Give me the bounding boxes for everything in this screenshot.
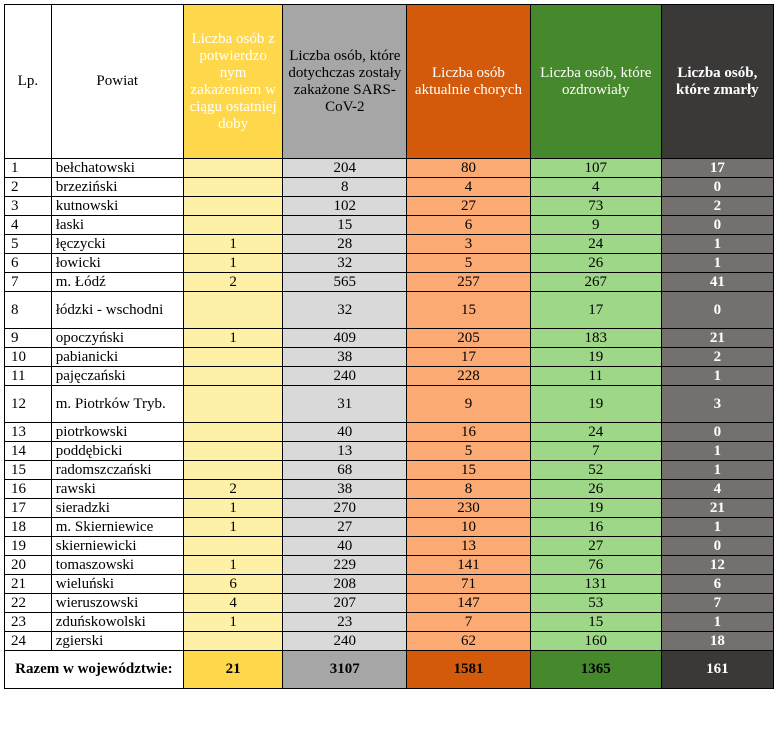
table-row [5, 556, 774, 575]
cell-lp: 18 [5, 518, 52, 537]
table-row [5, 499, 774, 518]
table-row [5, 423, 774, 442]
cell-powiat: m. Skierniewice [51, 518, 183, 537]
header-total-infected: Liczba osób, które dotychczas zostały zakażone SARS-CoV-2 [283, 5, 407, 159]
table-row [5, 594, 774, 613]
cell-deaths: 6 [661, 575, 773, 594]
cell-powiat: radomszczański [51, 461, 183, 480]
covid-powiat-table [4, 4, 774, 689]
cell-active-cases: 5 [407, 254, 531, 273]
cell-powiat: pajęczański [51, 367, 183, 386]
cell-active-cases: 8 [407, 480, 531, 499]
cell-new-cases [183, 423, 283, 442]
totals-new-cases: 21 [183, 651, 283, 689]
cell-total-infected: 240 [283, 367, 407, 386]
cell-recovered: 17 [530, 292, 661, 329]
cell-deaths: 1 [661, 461, 773, 480]
cell-new-cases [183, 537, 283, 556]
cell-total-infected: 32 [283, 292, 407, 329]
totals-label: Razem w województwie: [5, 651, 184, 689]
table-row [5, 254, 774, 273]
cell-lp: 1 [5, 159, 52, 178]
cell-deaths: 4 [661, 480, 773, 499]
cell-total-infected: 40 [283, 537, 407, 556]
cell-active-cases: 141 [407, 556, 531, 575]
cell-new-cases: 1 [183, 254, 283, 273]
cell-deaths: 3 [661, 386, 773, 423]
cell-new-cases [183, 367, 283, 386]
cell-new-cases [183, 292, 283, 329]
cell-deaths: 21 [661, 499, 773, 518]
cell-powiat: kutnowski [51, 197, 183, 216]
totals-deaths: 161 [661, 651, 773, 689]
cell-recovered: 19 [530, 499, 661, 518]
cell-active-cases: 80 [407, 159, 531, 178]
cell-new-cases: 1 [183, 613, 283, 632]
cell-recovered: 19 [530, 348, 661, 367]
cell-recovered: 9 [530, 216, 661, 235]
cell-total-infected: 40 [283, 423, 407, 442]
cell-lp: 9 [5, 329, 52, 348]
cell-recovered: 24 [530, 423, 661, 442]
cell-recovered: 11 [530, 367, 661, 386]
cell-new-cases: 1 [183, 329, 283, 348]
cell-active-cases: 13 [407, 537, 531, 556]
cell-lp: 19 [5, 537, 52, 556]
cell-total-infected: 240 [283, 632, 407, 651]
cell-deaths: 1 [661, 518, 773, 537]
cell-deaths: 41 [661, 273, 773, 292]
cell-deaths: 0 [661, 423, 773, 442]
cell-powiat: m. Łódź [51, 273, 183, 292]
table-row [5, 159, 774, 178]
table-row [5, 235, 774, 254]
cell-powiat: zgierski [51, 632, 183, 651]
cell-total-infected: 102 [283, 197, 407, 216]
header-new-cases: Liczba osób z potwierdzo nym zakażeniem w ciągu ostatniej doby [183, 5, 283, 159]
table-row [5, 197, 774, 216]
cell-deaths: 0 [661, 537, 773, 556]
cell-total-infected: 27 [283, 518, 407, 537]
cell-powiat: pabianicki [51, 348, 183, 367]
cell-recovered: 15 [530, 613, 661, 632]
cell-powiat: piotrkowski [51, 423, 183, 442]
cell-lp: 22 [5, 594, 52, 613]
cell-powiat: łaski [51, 216, 183, 235]
cell-new-cases: 1 [183, 556, 283, 575]
table-row [5, 178, 774, 197]
table-row [5, 348, 774, 367]
cell-lp: 15 [5, 461, 52, 480]
cell-powiat: łęczycki [51, 235, 183, 254]
cell-total-infected: 204 [283, 159, 407, 178]
cell-deaths: 0 [661, 178, 773, 197]
cell-total-infected: 15 [283, 216, 407, 235]
table-row [5, 537, 774, 556]
cell-lp: 8 [5, 292, 52, 329]
cell-lp: 13 [5, 423, 52, 442]
table-row [5, 329, 774, 348]
cell-recovered: 26 [530, 254, 661, 273]
cell-lp: 23 [5, 613, 52, 632]
cell-active-cases: 205 [407, 329, 531, 348]
cell-new-cases [183, 178, 283, 197]
cell-deaths: 2 [661, 348, 773, 367]
cell-deaths: 2 [661, 197, 773, 216]
cell-lp: 20 [5, 556, 52, 575]
cell-lp: 6 [5, 254, 52, 273]
cell-powiat: sieradzki [51, 499, 183, 518]
table-row [5, 367, 774, 386]
table-row [5, 292, 774, 329]
table-row [5, 480, 774, 499]
cell-active-cases: 15 [407, 461, 531, 480]
cell-recovered: 73 [530, 197, 661, 216]
cell-new-cases [183, 348, 283, 367]
cell-active-cases: 3 [407, 235, 531, 254]
cell-recovered: 26 [530, 480, 661, 499]
totals-total-infected: 3107 [283, 651, 407, 689]
header-deaths: Liczba osób, które zmarły [661, 5, 773, 159]
cell-total-infected: 28 [283, 235, 407, 254]
cell-active-cases: 9 [407, 386, 531, 423]
cell-total-infected: 38 [283, 480, 407, 499]
cell-recovered: 24 [530, 235, 661, 254]
cell-new-cases: 1 [183, 235, 283, 254]
cell-new-cases [183, 461, 283, 480]
cell-new-cases [183, 442, 283, 461]
cell-powiat: łódzki - wschodni [51, 292, 183, 329]
header-recovered: Liczba osób, które ozdrowiały [530, 5, 661, 159]
cell-recovered: 4 [530, 178, 661, 197]
table-row [5, 273, 774, 292]
cell-active-cases: 62 [407, 632, 531, 651]
cell-powiat: wieluński [51, 575, 183, 594]
cell-deaths: 0 [661, 216, 773, 235]
cell-deaths: 1 [661, 254, 773, 273]
cell-active-cases: 27 [407, 197, 531, 216]
totals-row [5, 651, 774, 689]
cell-active-cases: 4 [407, 178, 531, 197]
table-row [5, 442, 774, 461]
cell-lp: 7 [5, 273, 52, 292]
cell-powiat: wieruszowski [51, 594, 183, 613]
cell-total-infected: 38 [283, 348, 407, 367]
cell-lp: 11 [5, 367, 52, 386]
cell-total-infected: 207 [283, 594, 407, 613]
cell-new-cases [183, 216, 283, 235]
cell-new-cases: 4 [183, 594, 283, 613]
cell-recovered: 76 [530, 556, 661, 575]
cell-deaths: 1 [661, 235, 773, 254]
cell-powiat: poddębicki [51, 442, 183, 461]
cell-new-cases: 1 [183, 518, 283, 537]
cell-active-cases: 230 [407, 499, 531, 518]
table-row [5, 216, 774, 235]
cell-total-infected: 31 [283, 386, 407, 423]
header-row [5, 5, 774, 159]
cell-deaths: 17 [661, 159, 773, 178]
cell-recovered: 27 [530, 537, 661, 556]
cell-deaths: 1 [661, 613, 773, 632]
cell-active-cases: 15 [407, 292, 531, 329]
cell-active-cases: 17 [407, 348, 531, 367]
cell-new-cases: 2 [183, 480, 283, 499]
cell-powiat: zduńskowolski [51, 613, 183, 632]
cell-new-cases [183, 197, 283, 216]
cell-lp: 5 [5, 235, 52, 254]
cell-recovered: 107 [530, 159, 661, 178]
cell-new-cases: 2 [183, 273, 283, 292]
cell-lp: 24 [5, 632, 52, 651]
cell-recovered: 52 [530, 461, 661, 480]
header-powiat: Powiat [51, 5, 183, 159]
cell-powiat: opoczyński [51, 329, 183, 348]
cell-deaths: 21 [661, 329, 773, 348]
header-lp: Lp. [5, 5, 52, 159]
cell-lp: 3 [5, 197, 52, 216]
header-active-cases: Liczba osób aktualnie chorych [407, 5, 531, 159]
cell-recovered: 160 [530, 632, 661, 651]
cell-active-cases: 228 [407, 367, 531, 386]
cell-new-cases: 6 [183, 575, 283, 594]
table-row [5, 461, 774, 480]
cell-powiat: łowicki [51, 254, 183, 273]
cell-powiat: tomaszowski [51, 556, 183, 575]
totals-active-cases: 1581 [407, 651, 531, 689]
cell-lp: 12 [5, 386, 52, 423]
cell-active-cases: 6 [407, 216, 531, 235]
cell-active-cases: 147 [407, 594, 531, 613]
cell-deaths: 12 [661, 556, 773, 575]
cell-active-cases: 5 [407, 442, 531, 461]
cell-recovered: 131 [530, 575, 661, 594]
cell-total-infected: 208 [283, 575, 407, 594]
cell-lp: 14 [5, 442, 52, 461]
cell-lp: 16 [5, 480, 52, 499]
table-row [5, 386, 774, 423]
cell-lp: 2 [5, 178, 52, 197]
cell-total-infected: 32 [283, 254, 407, 273]
table-row [5, 518, 774, 537]
cell-recovered: 53 [530, 594, 661, 613]
cell-lp: 4 [5, 216, 52, 235]
cell-lp: 10 [5, 348, 52, 367]
cell-recovered: 19 [530, 386, 661, 423]
cell-deaths: 1 [661, 367, 773, 386]
table-row [5, 575, 774, 594]
cell-powiat: rawski [51, 480, 183, 499]
cell-active-cases: 10 [407, 518, 531, 537]
table-row [5, 613, 774, 632]
cell-total-infected: 409 [283, 329, 407, 348]
cell-lp: 17 [5, 499, 52, 518]
cell-new-cases [183, 632, 283, 651]
cell-total-infected: 68 [283, 461, 407, 480]
cell-active-cases: 16 [407, 423, 531, 442]
cell-deaths: 7 [661, 594, 773, 613]
cell-total-infected: 229 [283, 556, 407, 575]
cell-total-infected: 565 [283, 273, 407, 292]
cell-new-cases [183, 159, 283, 178]
cell-powiat: brzeziński [51, 178, 183, 197]
cell-total-infected: 13 [283, 442, 407, 461]
cell-new-cases [183, 386, 283, 423]
cell-total-infected: 270 [283, 499, 407, 518]
cell-deaths: 18 [661, 632, 773, 651]
cell-powiat: m. Piotrków Tryb. [51, 386, 183, 423]
totals-recovered: 1365 [530, 651, 661, 689]
cell-total-infected: 8 [283, 178, 407, 197]
cell-active-cases: 7 [407, 613, 531, 632]
cell-powiat: skierniewicki [51, 537, 183, 556]
cell-deaths: 1 [661, 442, 773, 461]
cell-active-cases: 257 [407, 273, 531, 292]
cell-recovered: 16 [530, 518, 661, 537]
cell-recovered: 183 [530, 329, 661, 348]
table-row [5, 632, 774, 651]
cell-deaths: 0 [661, 292, 773, 329]
cell-lp: 21 [5, 575, 52, 594]
cell-new-cases: 1 [183, 499, 283, 518]
cell-recovered: 267 [530, 273, 661, 292]
cell-active-cases: 71 [407, 575, 531, 594]
cell-total-infected: 23 [283, 613, 407, 632]
cell-powiat: bełchatowski [51, 159, 183, 178]
cell-recovered: 7 [530, 442, 661, 461]
